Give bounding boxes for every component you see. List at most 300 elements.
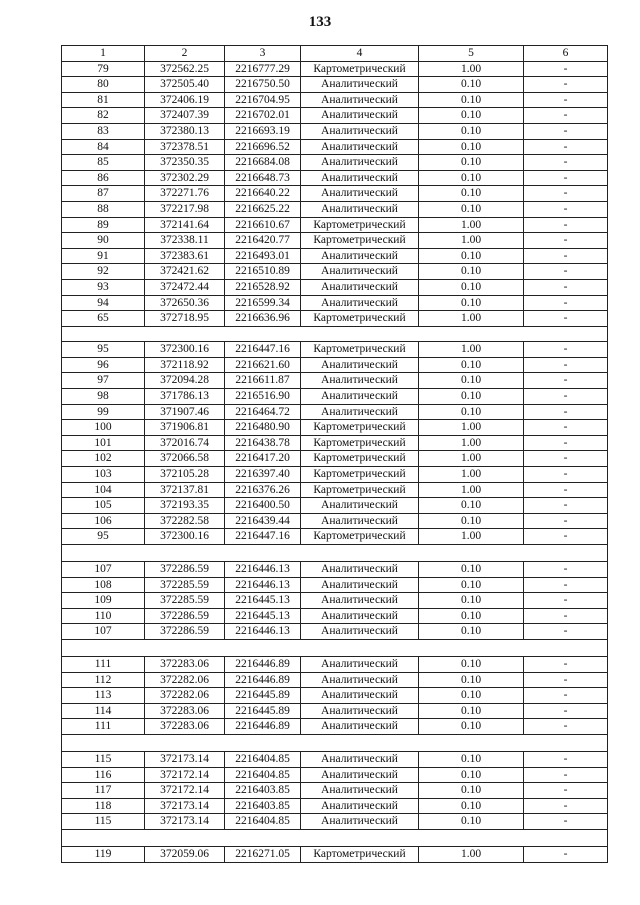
- point-number-cell: 115: [62, 814, 145, 830]
- y-coordinate-cell: 2216640.22: [225, 186, 301, 202]
- description-cell: -: [524, 217, 608, 233]
- method-cell: Аналитический: [301, 404, 419, 420]
- x-coordinate-cell: 372286.59: [145, 608, 225, 624]
- point-number-cell: 88: [62, 201, 145, 217]
- accuracy-cell: 0.10: [419, 170, 524, 186]
- accuracy-cell: 0.10: [419, 389, 524, 405]
- accuracy-cell: 0.10: [419, 279, 524, 295]
- y-coordinate-cell: 2216636.96: [225, 311, 301, 327]
- accuracy-cell: 1.00: [419, 846, 524, 862]
- x-coordinate-cell: 372173.14: [145, 814, 225, 830]
- table-row: [62, 295, 608, 311]
- point-number-cell: 91: [62, 248, 145, 264]
- method-cell: Аналитический: [301, 513, 419, 529]
- y-coordinate-cell: 2216447.16: [225, 529, 301, 545]
- point-number-cell: 113: [62, 688, 145, 704]
- point-number-cell: 95: [62, 342, 145, 358]
- accuracy-cell: 0.10: [419, 719, 524, 735]
- y-coordinate-cell: 2216404.85: [225, 751, 301, 767]
- method-cell: Аналитический: [301, 92, 419, 108]
- table-row: [62, 61, 608, 77]
- table-row: [62, 577, 608, 593]
- x-coordinate-cell: 372282.58: [145, 513, 225, 529]
- page-number: 133: [308, 14, 332, 30]
- table-separator-row: [62, 545, 608, 562]
- x-coordinate-cell: 372472.44: [145, 279, 225, 295]
- column-header: 5: [419, 46, 524, 62]
- table-row: [62, 420, 608, 436]
- column-header: 2: [145, 46, 225, 62]
- table-row: [62, 248, 608, 264]
- description-cell: -: [524, 577, 608, 593]
- accuracy-cell: 1.00: [419, 420, 524, 436]
- point-number-cell: 80: [62, 77, 145, 93]
- method-cell: Аналитический: [301, 608, 419, 624]
- table-row: [62, 798, 608, 814]
- accuracy-cell: 1.00: [419, 233, 524, 249]
- accuracy-cell: 0.10: [419, 672, 524, 688]
- description-cell: -: [524, 482, 608, 498]
- description-cell: -: [524, 295, 608, 311]
- table-row: [62, 562, 608, 578]
- description-cell: -: [524, 624, 608, 640]
- point-number-cell: 93: [62, 279, 145, 295]
- accuracy-cell: 0.10: [419, 814, 524, 830]
- accuracy-cell: 1.00: [419, 311, 524, 327]
- point-number-cell: 106: [62, 513, 145, 529]
- x-coordinate-cell: 372285.59: [145, 593, 225, 609]
- method-cell: Картометрический: [301, 435, 419, 451]
- y-coordinate-cell: 2216704.95: [225, 92, 301, 108]
- y-coordinate-cell: 2216447.16: [225, 342, 301, 358]
- x-coordinate-cell: 372286.59: [145, 562, 225, 578]
- point-number-cell: 107: [62, 562, 145, 578]
- column-header: 4: [301, 46, 419, 62]
- accuracy-cell: 0.10: [419, 248, 524, 264]
- table-row: [62, 783, 608, 799]
- method-cell: Картометрический: [301, 846, 419, 862]
- x-coordinate-cell: 372378.51: [145, 139, 225, 155]
- x-coordinate-cell: 372193.35: [145, 498, 225, 514]
- table-row: [62, 703, 608, 719]
- method-cell: Аналитический: [301, 139, 419, 155]
- description-cell: -: [524, 311, 608, 327]
- x-coordinate-cell: 372066.58: [145, 451, 225, 467]
- x-coordinate-cell: 372173.14: [145, 798, 225, 814]
- point-number-cell: 65: [62, 311, 145, 327]
- table-row: [62, 108, 608, 124]
- point-number-cell: 105: [62, 498, 145, 514]
- accuracy-cell: 0.10: [419, 123, 524, 139]
- accuracy-cell: 0.10: [419, 155, 524, 171]
- description-cell: -: [524, 357, 608, 373]
- y-coordinate-cell: 2216439.44: [225, 513, 301, 529]
- description-cell: -: [524, 92, 608, 108]
- table-separator-row: [62, 326, 608, 342]
- table-row: [62, 389, 608, 405]
- method-cell: Картометрический: [301, 342, 419, 358]
- accuracy-cell: 0.10: [419, 295, 524, 311]
- description-cell: -: [524, 248, 608, 264]
- y-coordinate-cell: 2216610.67: [225, 217, 301, 233]
- accuracy-cell: 0.10: [419, 186, 524, 202]
- x-coordinate-cell: 372094.28: [145, 373, 225, 389]
- point-number-cell: 90: [62, 233, 145, 249]
- x-coordinate-cell: 371907.46: [145, 404, 225, 420]
- table-row: [62, 435, 608, 451]
- y-coordinate-cell: 2216693.19: [225, 123, 301, 139]
- x-coordinate-cell: 372407.39: [145, 108, 225, 124]
- description-cell: -: [524, 513, 608, 529]
- accuracy-cell: 0.10: [419, 77, 524, 93]
- y-coordinate-cell: 2216420.77: [225, 233, 301, 249]
- separator-cell: [62, 326, 608, 342]
- description-cell: -: [524, 656, 608, 672]
- description-cell: -: [524, 719, 608, 735]
- description-cell: -: [524, 155, 608, 171]
- x-coordinate-cell: 372562.25: [145, 61, 225, 77]
- y-coordinate-cell: 2216445.89: [225, 688, 301, 704]
- point-number-cell: 119: [62, 846, 145, 862]
- description-cell: -: [524, 562, 608, 578]
- method-cell: Аналитический: [301, 498, 419, 514]
- description-cell: -: [524, 703, 608, 719]
- accuracy-cell: 0.10: [419, 513, 524, 529]
- point-number-cell: 81: [62, 92, 145, 108]
- method-cell: Аналитический: [301, 688, 419, 704]
- description-cell: -: [524, 498, 608, 514]
- method-cell: Аналитический: [301, 719, 419, 735]
- accuracy-cell: 0.10: [419, 624, 524, 640]
- x-coordinate-cell: 372300.16: [145, 342, 225, 358]
- accuracy-cell: 0.10: [419, 201, 524, 217]
- point-number-cell: 85: [62, 155, 145, 171]
- method-cell: Аналитический: [301, 814, 419, 830]
- y-coordinate-cell: 2216750.50: [225, 77, 301, 93]
- point-number-cell: 94: [62, 295, 145, 311]
- method-cell: Картометрический: [301, 529, 419, 545]
- y-coordinate-cell: 2216403.85: [225, 783, 301, 799]
- y-coordinate-cell: 2216480.90: [225, 420, 301, 436]
- method-cell: Аналитический: [301, 264, 419, 280]
- table-body: [62, 61, 608, 862]
- method-cell: Аналитический: [301, 295, 419, 311]
- x-coordinate-cell: 372105.28: [145, 467, 225, 483]
- separator-cell: [62, 639, 608, 656]
- separator-cell: [62, 734, 608, 751]
- description-cell: -: [524, 846, 608, 862]
- accuracy-cell: 1.00: [419, 435, 524, 451]
- point-number-cell: 111: [62, 656, 145, 672]
- table-row: [62, 155, 608, 171]
- table-row: [62, 846, 608, 862]
- y-coordinate-cell: 2216445.13: [225, 593, 301, 609]
- table-row: [62, 688, 608, 704]
- method-cell: Аналитический: [301, 108, 419, 124]
- accuracy-cell: 1.00: [419, 217, 524, 233]
- accuracy-cell: 0.10: [419, 656, 524, 672]
- method-cell: Аналитический: [301, 767, 419, 783]
- table-row: [62, 451, 608, 467]
- accuracy-cell: 0.10: [419, 108, 524, 124]
- y-coordinate-cell: 2216397.40: [225, 467, 301, 483]
- method-cell: Аналитический: [301, 279, 419, 295]
- x-coordinate-cell: 372283.06: [145, 719, 225, 735]
- table-row: [62, 357, 608, 373]
- method-cell: Картометрический: [301, 420, 419, 436]
- accuracy-cell: 0.10: [419, 404, 524, 420]
- table-row: [62, 467, 608, 483]
- method-cell: Аналитический: [301, 751, 419, 767]
- accuracy-cell: 0.10: [419, 264, 524, 280]
- column-header: 3: [225, 46, 301, 62]
- y-coordinate-cell: 2216528.92: [225, 279, 301, 295]
- description-cell: -: [524, 264, 608, 280]
- x-coordinate-cell: 372283.06: [145, 703, 225, 719]
- accuracy-cell: 1.00: [419, 61, 524, 77]
- method-cell: Аналитический: [301, 577, 419, 593]
- point-number-cell: 102: [62, 451, 145, 467]
- description-cell: -: [524, 139, 608, 155]
- y-coordinate-cell: 2216446.89: [225, 719, 301, 735]
- table-header-row: [62, 46, 608, 62]
- point-number-cell: 89: [62, 217, 145, 233]
- method-cell: Аналитический: [301, 593, 419, 609]
- table-row: [62, 373, 608, 389]
- point-number-cell: 87: [62, 186, 145, 202]
- y-coordinate-cell: 2216510.89: [225, 264, 301, 280]
- description-cell: -: [524, 77, 608, 93]
- x-coordinate-cell: 372059.06: [145, 846, 225, 862]
- description-cell: -: [524, 404, 608, 420]
- column-header: 6: [524, 46, 608, 62]
- accuracy-cell: 0.10: [419, 357, 524, 373]
- table-row: [62, 482, 608, 498]
- x-coordinate-cell: 372283.06: [145, 656, 225, 672]
- y-coordinate-cell: 2216696.52: [225, 139, 301, 155]
- description-cell: -: [524, 186, 608, 202]
- method-cell: Аналитический: [301, 783, 419, 799]
- table-row: [62, 513, 608, 529]
- description-cell: -: [524, 798, 608, 814]
- x-coordinate-cell: 372282.06: [145, 688, 225, 704]
- table-row: [62, 624, 608, 640]
- y-coordinate-cell: 2216438.78: [225, 435, 301, 451]
- table-row: [62, 233, 608, 249]
- accuracy-cell: 0.10: [419, 767, 524, 783]
- description-cell: -: [524, 467, 608, 483]
- table-row: [62, 77, 608, 93]
- point-number-cell: 83: [62, 123, 145, 139]
- x-coordinate-cell: 372282.06: [145, 672, 225, 688]
- y-coordinate-cell: 2216446.13: [225, 562, 301, 578]
- table-row: [62, 92, 608, 108]
- x-coordinate-cell: 372718.95: [145, 311, 225, 327]
- accuracy-cell: 0.10: [419, 373, 524, 389]
- point-number-cell: 118: [62, 798, 145, 814]
- description-cell: -: [524, 451, 608, 467]
- table-row: [62, 139, 608, 155]
- description-cell: -: [524, 420, 608, 436]
- point-number-cell: 109: [62, 593, 145, 609]
- method-cell: Аналитический: [301, 186, 419, 202]
- separator-cell: [62, 545, 608, 562]
- point-number-cell: 97: [62, 373, 145, 389]
- description-cell: -: [524, 608, 608, 624]
- description-cell: -: [524, 688, 608, 704]
- accuracy-cell: 0.10: [419, 139, 524, 155]
- point-number-cell: 103: [62, 467, 145, 483]
- description-cell: -: [524, 672, 608, 688]
- table-row: [62, 672, 608, 688]
- y-coordinate-cell: 2216702.01: [225, 108, 301, 124]
- point-number-cell: 86: [62, 170, 145, 186]
- table-row: [62, 656, 608, 672]
- table-row: [62, 170, 608, 186]
- y-coordinate-cell: 2216777.29: [225, 61, 301, 77]
- table-row: [62, 814, 608, 830]
- point-number-cell: 117: [62, 783, 145, 799]
- method-cell: Аналитический: [301, 672, 419, 688]
- point-number-cell: 96: [62, 357, 145, 373]
- method-cell: Картометрический: [301, 451, 419, 467]
- y-coordinate-cell: 2216611.87: [225, 373, 301, 389]
- method-cell: Аналитический: [301, 123, 419, 139]
- x-coordinate-cell: 372172.14: [145, 767, 225, 783]
- method-cell: Картометрический: [301, 467, 419, 483]
- y-coordinate-cell: 2216648.73: [225, 170, 301, 186]
- table-row: [62, 593, 608, 609]
- table-row: [62, 767, 608, 783]
- method-cell: Аналитический: [301, 656, 419, 672]
- x-coordinate-cell: 372350.35: [145, 155, 225, 171]
- description-cell: -: [524, 373, 608, 389]
- point-number-cell: 92: [62, 264, 145, 280]
- method-cell: Аналитический: [301, 170, 419, 186]
- point-number-cell: 111: [62, 719, 145, 735]
- x-coordinate-cell: 372300.16: [145, 529, 225, 545]
- method-cell: Аналитический: [301, 798, 419, 814]
- description-cell: -: [524, 123, 608, 139]
- y-coordinate-cell: 2216445.89: [225, 703, 301, 719]
- y-coordinate-cell: 2216417.20: [225, 451, 301, 467]
- description-cell: -: [524, 233, 608, 249]
- x-coordinate-cell: 372383.61: [145, 248, 225, 264]
- x-coordinate-cell: 372016.74: [145, 435, 225, 451]
- accuracy-cell: 1.00: [419, 482, 524, 498]
- y-coordinate-cell: 2216446.13: [225, 624, 301, 640]
- accuracy-cell: 1.00: [419, 451, 524, 467]
- method-cell: Аналитический: [301, 562, 419, 578]
- accuracy-cell: 0.10: [419, 562, 524, 578]
- accuracy-cell: 1.00: [419, 529, 524, 545]
- description-cell: -: [524, 342, 608, 358]
- y-coordinate-cell: 2216400.50: [225, 498, 301, 514]
- x-coordinate-cell: 372118.92: [145, 357, 225, 373]
- table-row: [62, 264, 608, 280]
- y-coordinate-cell: 2216445.13: [225, 608, 301, 624]
- y-coordinate-cell: 2216516.90: [225, 389, 301, 405]
- table-separator-row: [62, 734, 608, 751]
- description-cell: -: [524, 783, 608, 799]
- point-number-cell: 112: [62, 672, 145, 688]
- x-coordinate-cell: 372302.29: [145, 170, 225, 186]
- accuracy-cell: 0.10: [419, 498, 524, 514]
- method-cell: Аналитический: [301, 201, 419, 217]
- column-header: 1: [62, 46, 145, 62]
- table-row: [62, 311, 608, 327]
- point-number-cell: 79: [62, 61, 145, 77]
- x-coordinate-cell: 371906.81: [145, 420, 225, 436]
- accuracy-cell: 0.10: [419, 798, 524, 814]
- x-coordinate-cell: 372141.64: [145, 217, 225, 233]
- point-number-cell: 108: [62, 577, 145, 593]
- point-number-cell: 116: [62, 767, 145, 783]
- description-cell: -: [524, 767, 608, 783]
- method-cell: Аналитический: [301, 373, 419, 389]
- description-cell: -: [524, 529, 608, 545]
- y-coordinate-cell: 2216684.08: [225, 155, 301, 171]
- y-coordinate-cell: 2216446.13: [225, 577, 301, 593]
- x-coordinate-cell: 372338.11: [145, 233, 225, 249]
- table-row: [62, 342, 608, 358]
- table-row: [62, 529, 608, 545]
- description-cell: -: [524, 389, 608, 405]
- x-coordinate-cell: 372172.14: [145, 783, 225, 799]
- description-cell: -: [524, 170, 608, 186]
- method-cell: Аналитический: [301, 703, 419, 719]
- y-coordinate-cell: 2216599.34: [225, 295, 301, 311]
- x-coordinate-cell: 372505.40: [145, 77, 225, 93]
- description-cell: -: [524, 61, 608, 77]
- table-separator-row: [62, 639, 608, 656]
- x-coordinate-cell: 372137.81: [145, 482, 225, 498]
- y-coordinate-cell: 2216493.01: [225, 248, 301, 264]
- x-coordinate-cell: 372217.98: [145, 201, 225, 217]
- description-cell: -: [524, 435, 608, 451]
- y-coordinate-cell: 2216404.85: [225, 814, 301, 830]
- table-row: [62, 201, 608, 217]
- description-cell: -: [524, 751, 608, 767]
- method-cell: Аналитический: [301, 624, 419, 640]
- x-coordinate-cell: 372406.19: [145, 92, 225, 108]
- accuracy-cell: 0.10: [419, 593, 524, 609]
- point-number-cell: 101: [62, 435, 145, 451]
- y-coordinate-cell: 2216446.89: [225, 656, 301, 672]
- table-row: [62, 123, 608, 139]
- point-number-cell: 99: [62, 404, 145, 420]
- table-separator-row: [62, 829, 608, 846]
- method-cell: Аналитический: [301, 357, 419, 373]
- coordinates-table: [61, 45, 608, 863]
- x-coordinate-cell: 372650.36: [145, 295, 225, 311]
- y-coordinate-cell: 2216271.05: [225, 846, 301, 862]
- table-row: [62, 217, 608, 233]
- description-cell: -: [524, 108, 608, 124]
- y-coordinate-cell: 2216376.26: [225, 482, 301, 498]
- table-row: [62, 186, 608, 202]
- method-cell: Аналитический: [301, 389, 419, 405]
- x-coordinate-cell: 372173.14: [145, 751, 225, 767]
- point-number-cell: 110: [62, 608, 145, 624]
- y-coordinate-cell: 2216403.85: [225, 798, 301, 814]
- method-cell: Картометрический: [301, 311, 419, 327]
- y-coordinate-cell: 2216446.89: [225, 672, 301, 688]
- method-cell: Картометрический: [301, 217, 419, 233]
- accuracy-cell: 0.10: [419, 783, 524, 799]
- table-row: [62, 608, 608, 624]
- description-cell: -: [524, 593, 608, 609]
